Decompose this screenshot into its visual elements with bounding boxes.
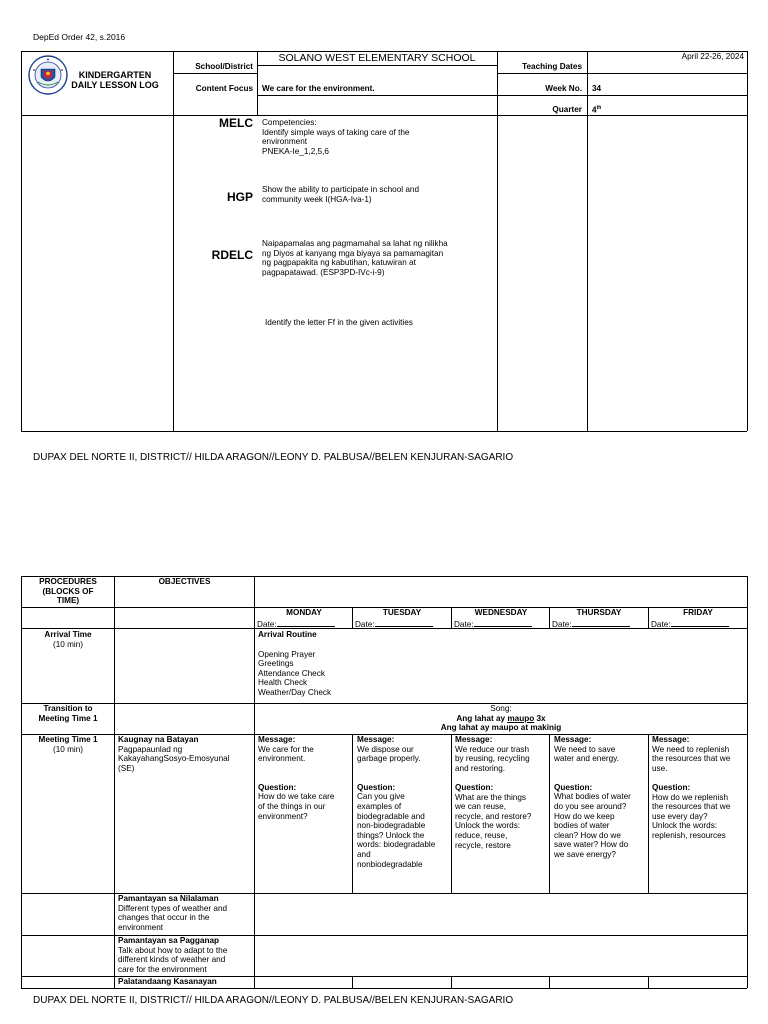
transition-label: Transition to Meeting Time 1 [38, 704, 98, 723]
arrival-time-label: Arrival Time (10 min) [44, 630, 92, 649]
content-focus-value: We care for the environment. [262, 84, 375, 93]
log-title: KINDERGARTEN DAILY LESSON LOG [71, 70, 159, 90]
day-header-tuesday: TUESDAY Date: [355, 608, 449, 629]
melc-text: Competencies: Identify simple ways of taking care of the environment PNEKA-Ie_1,2,5,6 [262, 118, 410, 156]
hgp-label: HGP [226, 190, 253, 204]
day-header-friday: FRIDAY Date: [651, 608, 745, 629]
school-district-label: School/District [195, 62, 253, 71]
week-label: Week No. [545, 84, 582, 93]
transition-song: Song: Ang lahat ay maupo 3x Ang lahat ay maupo at makinig [440, 704, 562, 733]
rdelc-text: Naipapamalas ang pagmamahal sa lahat ng nilikha ng Diyos at kanyang mga biyaya sa pamamagitan ng pagpapakita ng kabutihan, katuwiran at pagpapatawad. (ESP3PD-IVc-i-9) [262, 239, 448, 277]
pamantayan-nilalaman: Pamantayan sa Nilalaman Different types of weather and changes that occur in the environment [118, 894, 228, 932]
quarter-value: 4th [592, 105, 602, 115]
thursday-meeting: Message: We need to save water and energy. Question: What bodies of water do you see around? How do we keep bodies of water clean? How do we save water? How do we save energy? [554, 735, 631, 859]
arrival-routine: Arrival Routine Opening Prayer Greetings Attendance Check Health Check Weather/Day Check [258, 630, 332, 697]
doc-reference: DepEd Order 42, s.2016 [33, 32, 126, 42]
day-header-monday: MONDAY Date: [257, 608, 351, 629]
week-value: 34 [592, 84, 602, 93]
melc-label: MELC [219, 116, 253, 130]
letter-objective: Identify the letter Ff in the given activities [265, 318, 413, 327]
school-name: SOLANO WEST ELEMENTARY SCHOOL [278, 52, 476, 64]
teaching-dates-label: Teaching Dates [522, 62, 582, 71]
quarter-label: Quarter [552, 105, 582, 114]
teaching-dates-value: April 22-26, 2024 [681, 52, 744, 61]
monday-meeting: Message: We care for the environment. Question: How do we take care of the things in our environment? [258, 735, 335, 821]
content-focus-label: Content Focus [195, 84, 253, 93]
palatandaang-kasanayan: Palatandaang Kasanayan [118, 977, 217, 986]
meeting-objective: Kaugnay na Batayan Pagpapaunlad ng KakayahangSosyo-Emosyunal (SE) [118, 735, 230, 773]
procedures-header: PROCEDURES (BLOCKS OF TIME) [39, 577, 97, 606]
day-header-thursday: THURSDAY Date: [552, 608, 646, 629]
hgp-text: Show the ability to participate in school and community week I(HGA-Iva-1) [262, 185, 420, 204]
friday-meeting: Message: We need to replenish the resources that we use. Question: How do we replenish the resources that we use every day? Unlock the words: replenish, resources [652, 735, 731, 840]
rdelc-label: RDELC [211, 248, 253, 262]
tuesday-meeting: Message: We dispose our garbage properly. Question: Can you give examples of biodegradable and non-biodegradable things? Unlock the words: biodegradable and nonbiodegradable [357, 735, 436, 869]
objectives-header: OBJECTIVES [158, 577, 211, 586]
meeting-time-label: Meeting Time 1 (10 min) [38, 735, 98, 754]
day-header-wednesday: WEDNESDAY Date: [454, 608, 548, 629]
footer-text-bottom: DUPAX DEL NORTE II, DISTRICT// HILDA ARAGON//LEONY D. PALBUSA//BELEN KENJURAN-SAGARIO [33, 995, 514, 1006]
footer-text: DUPAX DEL NORTE II, DISTRICT// HILDA ARAGON//LEONY D. PALBUSA//BELEN KENJURAN-SAGARIO [33, 452, 514, 463]
wednesday-meeting: Message: We reduce our trash by reusing, recycling and restoring. Question: What are the things we can reuse, recycle, and restore? Unlock the words: reduce, reuse, recycle, restore [455, 735, 532, 850]
pamantayan-pagganap: Pamantayan sa Pagganap Talk about how to adapt to the different kinds of weather and care for the environment [118, 936, 228, 974]
